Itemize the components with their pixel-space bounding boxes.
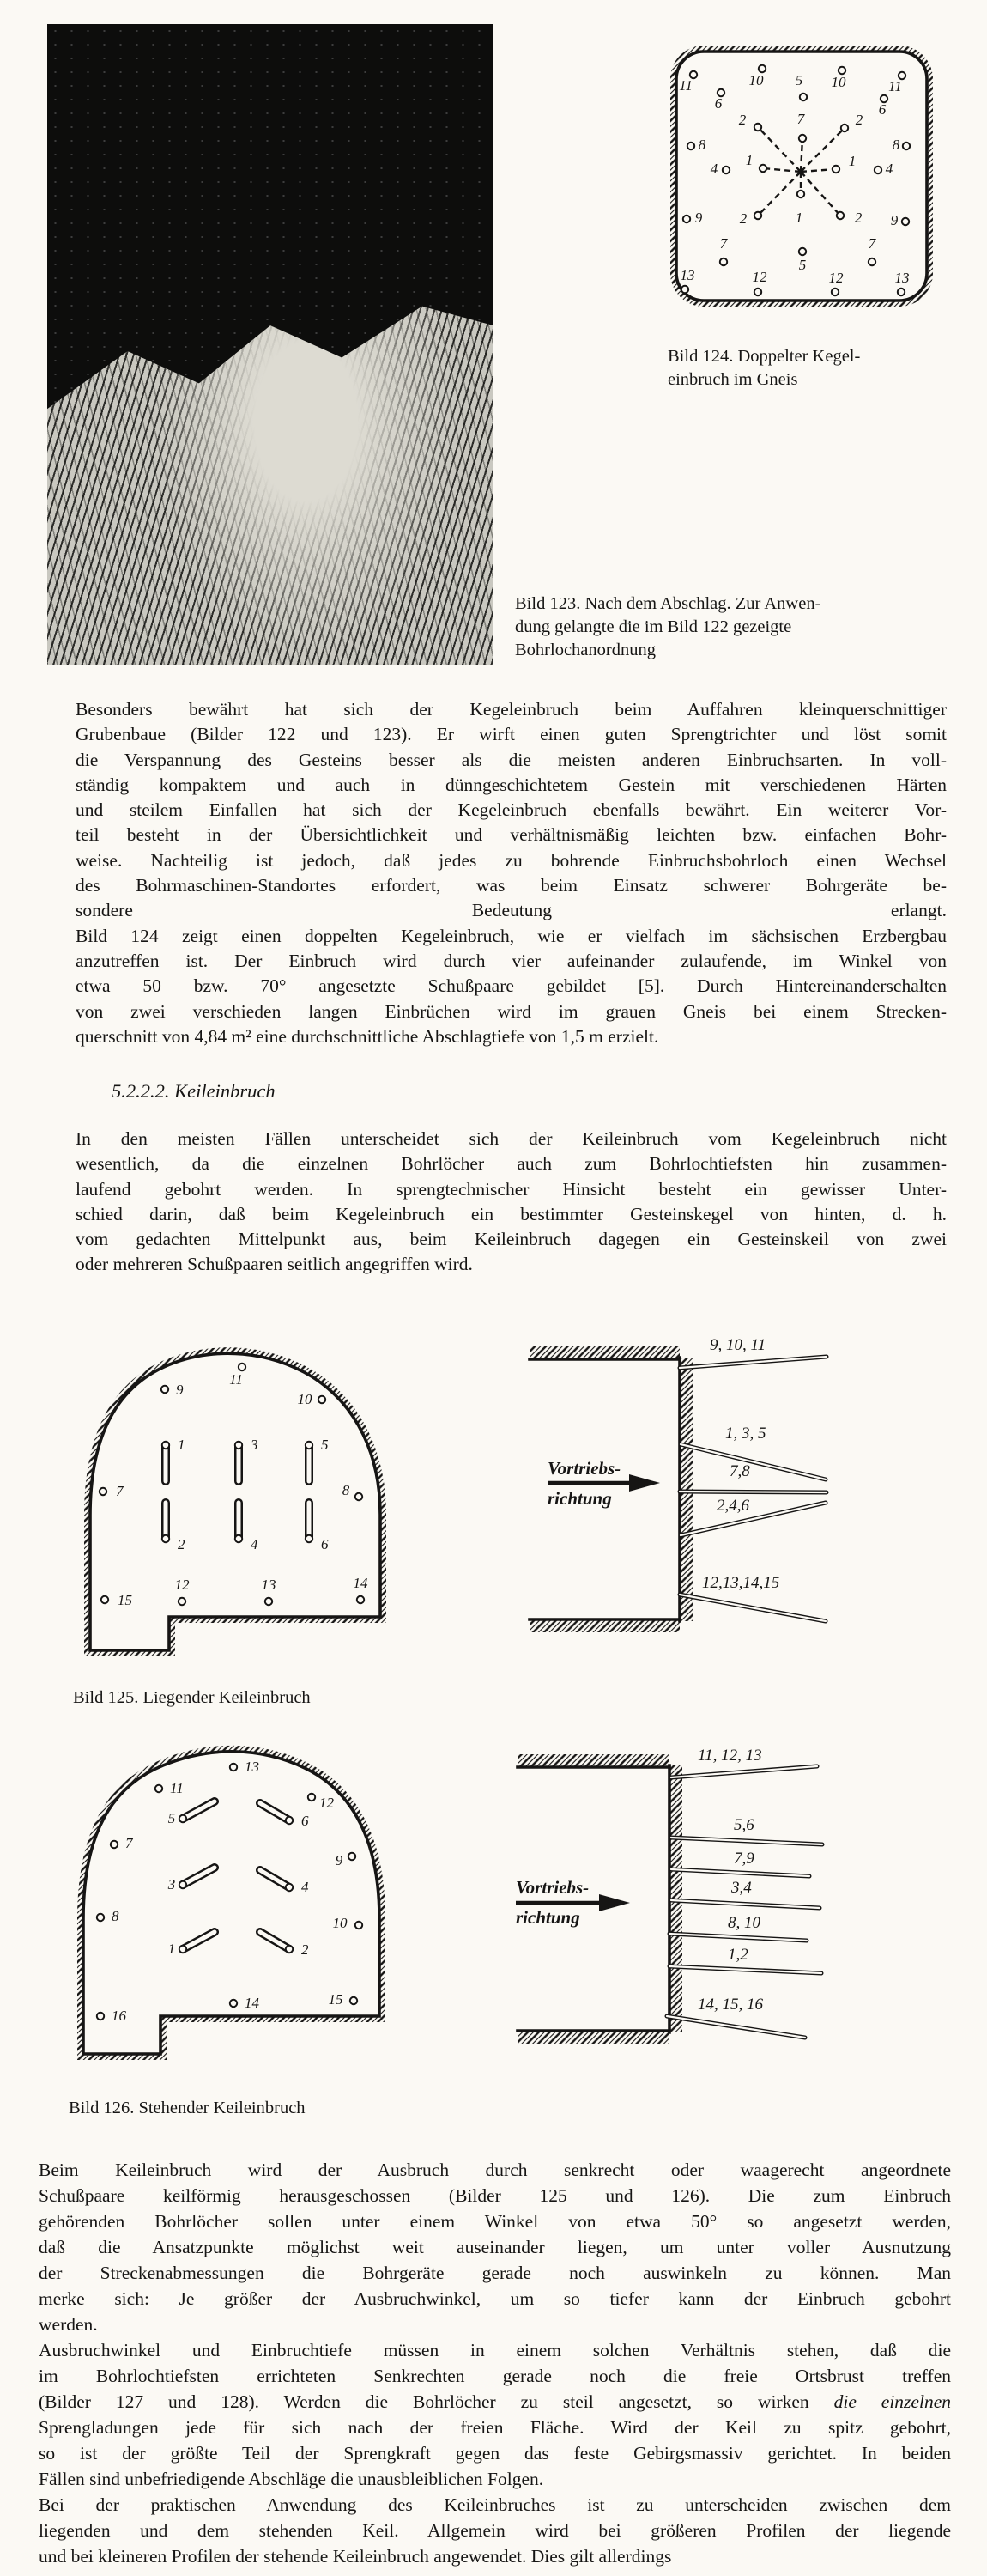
drill-hole xyxy=(308,1794,315,1801)
hole-number-label: 2 xyxy=(855,112,863,128)
hole-number-label: 9 xyxy=(890,212,899,228)
hole-number-label: 7 xyxy=(796,111,805,127)
borehole-core xyxy=(680,1595,826,1621)
hole-number-label: 11 xyxy=(229,1371,243,1388)
text-line: sondere Bedeutung erlangt. xyxy=(76,900,947,921)
hole-number-label: 8 xyxy=(892,137,900,153)
hole-number-label: 9, 10, 11 xyxy=(710,1336,766,1354)
hole-number-label: 5 xyxy=(167,1810,176,1826)
text-line: vom gedachten Mittelpunkt aus, beim Keileinbruch dagegen ein Gesteinskeil von zwei xyxy=(76,1229,947,1250)
hole-number-label: 12 xyxy=(828,270,844,286)
drill-hole xyxy=(837,212,844,219)
direction-label-line1: Vortriebs- xyxy=(516,1877,590,1898)
borehole-core xyxy=(671,1766,817,1777)
drill-hole xyxy=(797,191,804,197)
drill-hole xyxy=(230,2000,237,2007)
figure-125-right-content xyxy=(680,1336,827,1621)
hole-number-label: 2 xyxy=(854,210,863,226)
hole-number-label: 12 xyxy=(174,1577,190,1593)
hole-number-label: 2 xyxy=(738,112,747,128)
text-line: Fällen sind unbefriedigende Abschläge die unausbleiblichen Folgen. xyxy=(39,2469,544,2489)
text-line: Bild 123. Nach dem Abschlag. Zur Anwen- xyxy=(515,594,821,613)
paragraph-ausbruchwinkel xyxy=(39,2337,951,2492)
hole-number-label: 2 xyxy=(178,1536,185,1552)
drill-hole xyxy=(179,1815,186,1822)
text-line: daß die Ansatzpunkte möglichst weit auseinander liegen, um unter voller Ausnutzung xyxy=(39,2237,951,2257)
hole-number-label: 8, 10 xyxy=(728,1914,760,1932)
direction-arrow-head xyxy=(629,1474,660,1492)
drill-hole xyxy=(97,1914,104,1921)
hole-number-label: 6 xyxy=(301,1813,309,1829)
text-line: die Verspannung des Gesteins besser als die meisten anderen Einbruchsarten. In voll- xyxy=(76,749,947,770)
rock-hatching-top xyxy=(530,1346,680,1359)
figure-125-cross-section xyxy=(21,1331,416,1692)
drill-hole xyxy=(723,167,730,173)
text-line: Besonders bewährt hat sich der Kegeleinbruch beim Auffahren kleinquerschnittiger xyxy=(76,699,947,720)
hole-number-label: 3,4 xyxy=(731,1879,752,1897)
rock-hatching-face xyxy=(680,1358,693,1621)
center-hub-dot xyxy=(798,169,802,173)
text-line: Bei der praktischen Anwendung des Keileinbruches ist zu unterscheiden zwischen dem xyxy=(39,2494,951,2515)
text-line: liegenden und dem stehenden Keil. Allgemein wird bei größeren Profilen der liegende xyxy=(39,2520,951,2541)
paragraph-anwendung xyxy=(39,2492,951,2569)
hole-number-label: 9 xyxy=(176,1382,184,1398)
hole-number-label: 10 xyxy=(831,74,846,90)
drill-hole xyxy=(357,1596,364,1603)
text-line: Ausbruchwinkel und Einbruchtiefe müssen in einem solchen Verhältnis stehen, daß die xyxy=(39,2340,951,2360)
drill-hole xyxy=(799,248,806,255)
borehole-core xyxy=(680,1357,827,1368)
drill-hole xyxy=(286,1946,293,1953)
hole-number-label: 4 xyxy=(251,1536,258,1552)
drill-hole xyxy=(833,166,839,173)
direction-label-line2: richtung xyxy=(516,1907,580,1928)
hole-number-label: 13 xyxy=(245,1759,259,1775)
text-line: ständig kompaktem und auch in dünngeschichtetem Gestein mit verschiedenen Härten xyxy=(76,774,947,795)
borehole-core xyxy=(671,1869,809,1876)
hole-number-label: 5,6 xyxy=(734,1816,754,1834)
hole-number-label: 1, 3, 5 xyxy=(725,1425,766,1443)
hole-number-label: 16 xyxy=(112,2008,126,2024)
direction-arrow-head xyxy=(599,1894,630,1911)
drill-hole xyxy=(230,1764,237,1771)
drill-hole xyxy=(179,1598,185,1605)
drill-hole xyxy=(720,258,727,265)
hole-number-label: 14 xyxy=(245,1995,259,2011)
text-line: von zwei verschieden langen Einbrüchen wird im grauen Gneis bei einem Strecken- xyxy=(76,1000,947,1022)
drill-hole xyxy=(101,1596,108,1603)
drill-hole xyxy=(161,1386,168,1393)
hole-number-label: 7 xyxy=(116,1483,124,1499)
rock-hatching-bottom xyxy=(518,2031,669,2044)
drill-hole xyxy=(239,1364,245,1370)
borehole-core xyxy=(667,2016,805,2038)
hole-number-label: 12,13,14,15 xyxy=(702,1574,780,1592)
hole-number-label: 9 xyxy=(335,1852,343,1868)
hole-number-label: 14 xyxy=(353,1575,368,1591)
text-line: im Bohrlochtiefsten errichteten Senkrechten gerade noch die freie Ortsbrust treffen xyxy=(39,2366,951,2386)
drill-hole xyxy=(832,289,839,295)
drill-hole xyxy=(681,286,688,293)
paragraph-keileinbruch-intro xyxy=(76,1127,947,1278)
drill-hole xyxy=(162,1535,169,1542)
text-line: schied darin, daß beim Kegeleinbruch ein bestimmter Gesteinskegel von hinten, d. h. xyxy=(76,1203,947,1224)
hole-number-label: 1 xyxy=(745,152,754,168)
drill-hole xyxy=(350,1997,357,2004)
drill-hole xyxy=(754,289,761,295)
borehole-core xyxy=(681,1503,826,1535)
hole-number-label: 1,2 xyxy=(728,1946,748,1964)
figure-125-caption: Bild 125. Liegender Keileinbruch xyxy=(73,1688,311,1707)
hole-number-label: 1 xyxy=(167,1941,176,1957)
text-line: In den meisten Fällen unterscheidet sich der Keileinbruch vom Kegeleinbruch nicht xyxy=(76,1128,947,1149)
text-line: Bild 124. Doppelter Kegel- xyxy=(668,347,861,366)
text-line: der Streckenabmessungen die Bohrgeräte gerade noch auswinkeln zu können. Man xyxy=(39,2263,951,2283)
drill-hole xyxy=(898,289,905,295)
text-line: werden. xyxy=(39,2314,98,2335)
figure-123-photo xyxy=(47,24,494,665)
borehole-core xyxy=(681,1444,826,1479)
borehole-core xyxy=(671,1838,822,1844)
borehole-core xyxy=(669,1966,821,1973)
drill-hole xyxy=(869,258,875,265)
text-line: Beim Keileinbruch wird der Ausbruch durch senkrecht oder waagerecht angeordnete xyxy=(39,2160,951,2180)
hole-number-label: 1 xyxy=(848,153,857,169)
text-line: wesentlich, da die einzelnen Bohrlöcher auch zum Bohrlochtiefsten hin zusammen- xyxy=(76,1153,947,1175)
drill-hole xyxy=(355,1922,362,1929)
hole-number-label: 7,9 xyxy=(734,1850,754,1868)
hole-number-label: 3 xyxy=(251,1437,258,1453)
hole-number-label: 5 xyxy=(795,72,803,88)
figure-126-cross-section xyxy=(21,1743,416,2087)
hole-number-label: 15 xyxy=(328,1991,343,2008)
hole-number-label: 13 xyxy=(680,267,695,283)
drill-hole xyxy=(179,1881,186,1888)
figure-126-side-view xyxy=(476,1743,987,2087)
hole-number-label: 4 xyxy=(301,1879,309,1895)
drill-hole xyxy=(903,143,910,149)
hole-number-label: 10 xyxy=(332,1915,348,1931)
drill-hole xyxy=(111,1841,118,1848)
text-line: oder mehreren Schußpaaren seitlich angegriffen wird. xyxy=(76,1254,473,1275)
hole-number-label: 7,8 xyxy=(730,1462,750,1480)
text-line: merke sich: Je größer der Ausbruchwinkel, um so tiefer kann der Einbruch gebohrt xyxy=(39,2288,951,2309)
text-line: Sprengladungen jede für sich nach der freien Fläche. Wird der Keil zu spitz gebohrt, xyxy=(39,2417,951,2438)
drill-hole xyxy=(97,2013,104,2020)
rock-hatching-bottom xyxy=(530,1619,680,1632)
drill-hole xyxy=(754,212,761,219)
drill-hole xyxy=(687,143,694,149)
section-heading: 5.2.2.2. Keileinbruch xyxy=(112,1080,276,1102)
hole-number-label: 1 xyxy=(795,210,803,226)
drill-hole xyxy=(286,1817,293,1824)
drill-hole xyxy=(841,125,848,131)
drill-hole xyxy=(902,218,909,225)
figure-126-right-content xyxy=(667,1747,822,2038)
figure-124-diagram xyxy=(663,39,955,331)
hole-number-label: 8 xyxy=(112,1908,119,1924)
hole-number-label: 7 xyxy=(125,1835,133,1851)
text-line: und bei kleineren Profilen der stehende Keileinbruch angewendet. Dies gilt allerdings xyxy=(39,2546,672,2567)
figure-124-caption xyxy=(668,345,951,392)
hole-number-label: 12 xyxy=(752,269,767,285)
text-line: und steilem Einfallen hat sich der Kegeleinbruch ebenfalls bewährt. Ein weiterer Vor- xyxy=(76,799,947,821)
text-line: teil besteht in der Übersichtlichkeit und verhältnismäßig leichten bzw. einfachen Bohr- xyxy=(76,824,947,846)
borehole-core xyxy=(671,1900,820,1908)
text-line: gehörenden Bohrlöcher sollen unter einem Winkel von etwa 50° so angesetzt werden, xyxy=(39,2211,951,2232)
hole-number-label: 9 xyxy=(694,210,703,226)
text-line: weise. Nachteilig ist jedoch, daß jedes zu bohrende Einbruchsbohrloch einen Wechsel xyxy=(76,849,947,871)
drill-hole xyxy=(235,1535,242,1542)
hole-number-label: 2,4,6 xyxy=(717,1497,749,1515)
hole-number-label: 10 xyxy=(297,1391,312,1407)
text-line: einbruch im Gneis xyxy=(668,370,798,389)
text-line: etwa 50 bzw. 70° angesetzte Schußpaare gebildet [5]. Durch Hintereinanderschalten xyxy=(76,975,947,997)
paragraph-kegeleinbruch xyxy=(76,697,947,1049)
drill-hole xyxy=(348,1853,355,1860)
text-line: querschnitt von 4,84 m² eine durchschnittliche Abschlagtiefe von 1,5 m erzielt. xyxy=(76,1025,659,1047)
drill-hole xyxy=(265,1598,272,1605)
direction-label-line1: Vortriebs- xyxy=(548,1458,621,1479)
drill-hole xyxy=(155,1785,162,1792)
hole-number-label: 13 xyxy=(894,270,910,286)
drill-hole xyxy=(799,135,806,142)
drill-hole xyxy=(306,1535,312,1542)
hole-number-label: 5 xyxy=(798,257,807,273)
text-line: laufend gebohrt werden. In sprengtechnischer Hinsicht besteht ein gewisser Unter- xyxy=(76,1178,947,1200)
text-line: Schußpaare keilförmig herausgeschossen (Bilder 125 und 126). Die zum Einbruch xyxy=(39,2185,951,2206)
hole-number-label: 1 xyxy=(178,1437,185,1453)
drill-hole xyxy=(306,1442,312,1449)
hole-number-label: 6 xyxy=(878,101,887,118)
hole-number-label: 5 xyxy=(321,1437,329,1453)
hole-number-label: 6 xyxy=(714,95,723,112)
tunnel-outline xyxy=(83,1752,379,2054)
text-line: dung gelangte die im Bild 122 gezeigte xyxy=(515,617,792,636)
hole-number-label: 14, 15, 16 xyxy=(698,1996,763,2014)
drill-hole xyxy=(179,1946,186,1953)
hole-number-label: 7 xyxy=(719,235,728,252)
figure-123-caption xyxy=(515,592,884,662)
hole-number-label: 3 xyxy=(167,1876,176,1893)
drill-hole xyxy=(100,1488,106,1495)
drill-hole xyxy=(760,165,766,172)
drill-hole xyxy=(800,94,807,100)
hole-number-label: 4 xyxy=(710,161,718,177)
hole-number-label: 10 xyxy=(748,72,764,88)
rock-hatching-top xyxy=(518,1754,669,1767)
hole-number-label: 8 xyxy=(342,1482,350,1498)
hole-number-label: 13 xyxy=(261,1577,276,1593)
hole-number-label: 8 xyxy=(698,137,706,153)
hole-number-label: 11 xyxy=(679,77,693,94)
borehole-core xyxy=(669,1934,807,1941)
text-line: anzutreffen ist. Der Einbruch wird durch vier aufeinander zulaufende, im Winkel von xyxy=(76,950,947,971)
hole-number-label: 11 xyxy=(888,78,902,94)
text-line: Bild 124 zeigt einen doppelten Kegeleinbruch, wie er vielfach im sächsischen Erzbergbau xyxy=(76,925,947,946)
hole-number-label: 15 xyxy=(118,1592,132,1608)
text-line: Grubenbaue (Bilder 122 und 123). Er wirft einen guten Sprengtrichter und löst somit xyxy=(76,724,947,745)
text-line: des Bohrmaschinen-Standortes erfordert, was beim Einsatz schwerer Bohrgeräte be- xyxy=(76,875,947,896)
hole-number-label: 2 xyxy=(301,1941,309,1958)
direction-label-line2: richtung xyxy=(548,1488,612,1509)
figure-126-caption: Bild 126. Stehender Keileinbruch xyxy=(69,2099,306,2117)
drill-hole xyxy=(286,1884,293,1891)
hole-number-label: 6 xyxy=(321,1536,329,1552)
drill-hole xyxy=(839,67,845,74)
paragraph-keileinbruch-rules xyxy=(39,2157,951,2337)
drill-hole xyxy=(754,124,761,131)
hole-number-label: 7 xyxy=(868,235,876,252)
text-line: Bohrlochanordnung xyxy=(515,641,656,659)
drill-hole xyxy=(875,167,881,173)
text-line: (Bilder 127 und 128). Werden die Bohrlöcher zu steil angesetzt, so wirken die einzelnen xyxy=(39,2391,951,2412)
drill-hole xyxy=(162,1442,169,1449)
hole-number-label: 11, 12, 13 xyxy=(698,1747,762,1765)
drill-hole xyxy=(683,216,690,222)
drill-hole xyxy=(759,65,766,72)
drill-hole xyxy=(235,1442,242,1449)
drill-hole xyxy=(318,1396,325,1403)
hole-number-label: 12 xyxy=(319,1795,334,1811)
hole-number-label: 11 xyxy=(170,1780,184,1796)
hole-number-label: 2 xyxy=(739,210,748,227)
text-line: so ist der größte Teil der Sprengkraft gegen das feste Gebirgsmassiv gerichtet. In beiden xyxy=(39,2443,951,2464)
figure-125-side-view xyxy=(476,1327,987,1670)
hole-number-label: 4 xyxy=(885,161,893,177)
drill-hole xyxy=(355,1493,362,1500)
